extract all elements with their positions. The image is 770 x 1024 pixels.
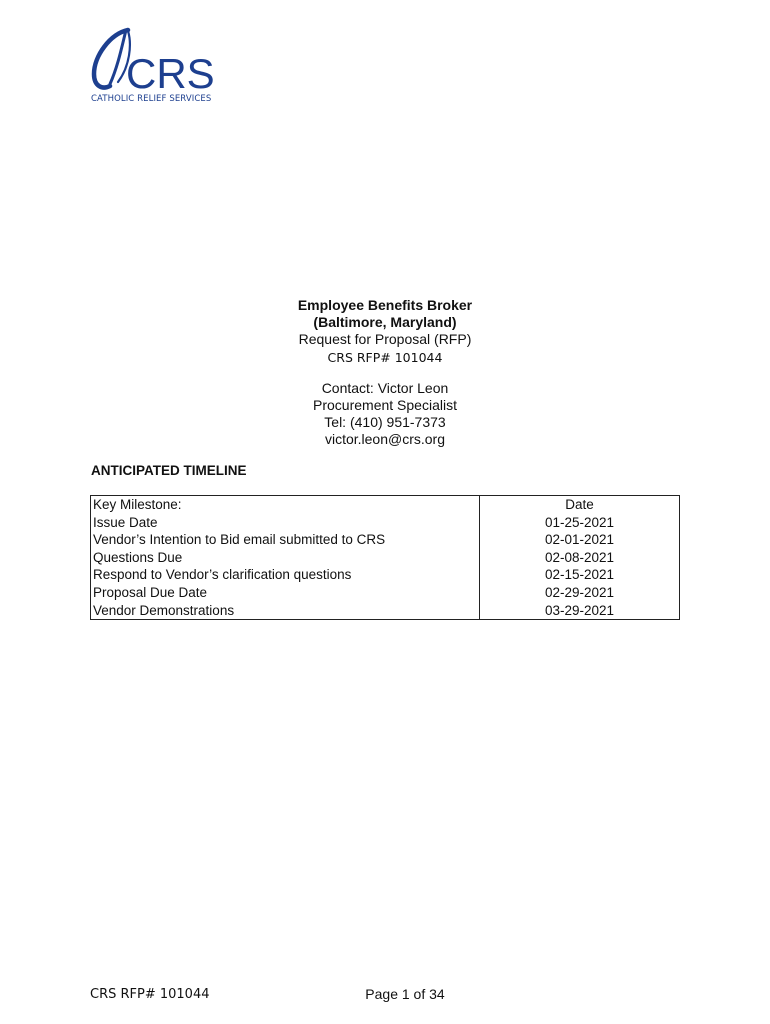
date-cell: 02-29-2021 — [544, 584, 615, 600]
table-row — [91, 531, 680, 549]
contact-block — [0, 380, 770, 448]
contact-phone: Tel: (410) 951-7373 — [324, 414, 446, 430]
timeline-table — [90, 495, 680, 620]
table-row — [91, 514, 680, 532]
date-cell: 02-01-2021 — [544, 532, 615, 548]
contact-role: Procurement Specialist — [313, 397, 457, 413]
table-row — [91, 549, 680, 567]
milestone-cell: Vendor’s Intention to Bid email submitted to CRS — [91, 531, 480, 549]
table-row — [91, 566, 680, 584]
title-line-2: (Baltimore, Maryland) — [313, 314, 457, 330]
rfp-number: CRS RFP# 101044 — [327, 350, 443, 365]
date-cell: 02-08-2021 — [544, 549, 615, 565]
logo-wordmark: CRS — [126, 50, 215, 97]
header-milestone: Key Milestone: — [91, 496, 480, 514]
milestone-cell: Questions Due — [91, 549, 480, 567]
table-header-row — [91, 496, 680, 514]
page-number: Page 1 of 34 — [365, 986, 445, 1002]
date-cell: 02-15-2021 — [544, 567, 615, 583]
milestone-cell: Vendor Demonstrations — [91, 602, 480, 620]
header-date: Date — [565, 497, 594, 512]
date-cell: 03-29-2021 — [544, 602, 615, 618]
date-cell: 01-25-2021 — [544, 514, 615, 530]
document-type: Request for Proposal (RFP) — [298, 331, 472, 347]
document-title-block — [0, 297, 770, 366]
title-line-1: Employee Benefits Broker — [297, 297, 473, 313]
table-row — [91, 584, 680, 602]
footer-rfp-number: CRS RFP# 101044 — [90, 987, 210, 1002]
table-row — [91, 602, 680, 620]
milestone-cell: Proposal Due Date — [91, 584, 480, 602]
timeline-heading: ANTICIPATED TIMELINE — [91, 463, 247, 478]
milestone-cell: Issue Date — [91, 514, 480, 532]
contact-email: victor.leon@crs.org — [324, 431, 446, 447]
milestone-cell: Respond to Vendor’s clarification questions — [91, 566, 480, 584]
logo-subtitle: CATHOLIC RELIEF SERVICES — [91, 94, 212, 104]
contact-name: Contact: Victor Leon — [321, 380, 449, 396]
